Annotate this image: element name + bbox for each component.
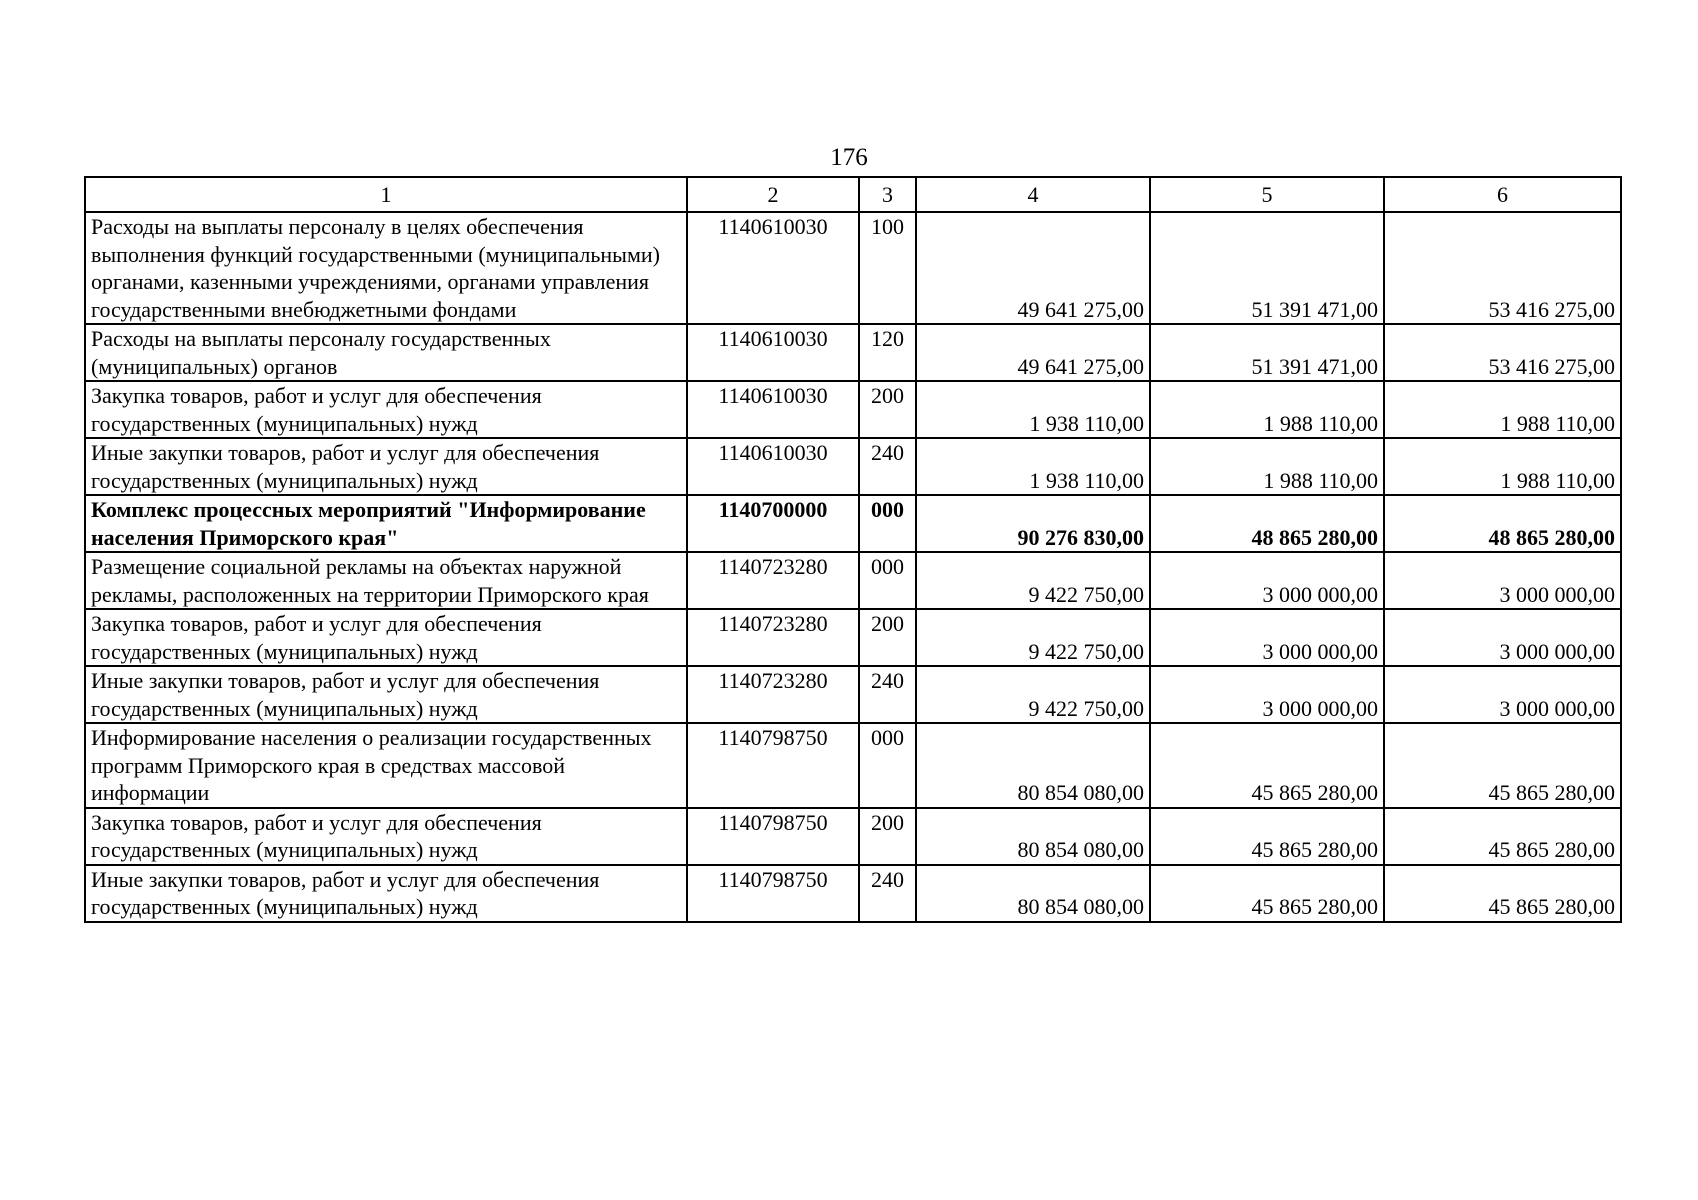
row-code: 1140610030 <box>687 438 859 495</box>
page-number: 176 <box>830 144 868 171</box>
row-amount-col6: 45 865 280,00 <box>1384 808 1621 865</box>
row-name: Расходы на выплаты персоналу государственных (муниципальных) органов <box>85 324 687 381</box>
row-amount-col6: 1 988 110,00 <box>1384 381 1621 438</box>
row-code: 1140798750 <box>687 808 859 865</box>
row-amount-col6: 3 000 000,00 <box>1384 666 1621 723</box>
table-row-section <box>85 495 1621 552</box>
table-row <box>85 865 1621 922</box>
row-amount-col4: 80 854 080,00 <box>916 865 1150 922</box>
row-amount-col6: 1 988 110,00 <box>1384 438 1621 495</box>
row-amount-col6: 48 865 280,00 <box>1384 495 1621 552</box>
row-amount-col5: 51 391 471,00 <box>1150 324 1384 381</box>
row-code: 1140723280 <box>687 609 859 666</box>
row-amount-col5: 45 865 280,00 <box>1150 808 1384 865</box>
row-expense-type: 100 <box>859 212 916 324</box>
row-name: Расходы на выплаты персоналу в целях обеспечения выполнения функций государственными (муниципальными) органами, казенными учреждениями, органами управления государственными внебюджетными фондами <box>85 212 687 324</box>
row-expense-type: 200 <box>859 808 916 865</box>
row-code: 1140610030 <box>687 381 859 438</box>
budget-table <box>84 176 1622 923</box>
header-cell-year3: 6 <box>1384 177 1621 212</box>
row-expense-type: 240 <box>859 865 916 922</box>
table-body <box>85 212 1621 922</box>
row-amount-col5: 3 000 000,00 <box>1150 609 1384 666</box>
row-expense-type: 200 <box>859 381 916 438</box>
row-amount-col4: 9 422 750,00 <box>916 609 1150 666</box>
table-row <box>85 324 1621 381</box>
header-cell-type: 3 <box>859 177 916 212</box>
row-amount-col4: 1 938 110,00 <box>916 438 1150 495</box>
row-name: Информирование населения о реализации государственных программ Приморского края в средствах массовой информации <box>85 723 687 808</box>
row-name: Закупка товаров, работ и услуг для обеспечения государственных (муниципальных) нужд <box>85 609 687 666</box>
row-amount-col6: 3 000 000,00 <box>1384 609 1621 666</box>
table-header <box>85 177 1621 212</box>
row-amount-col5: 45 865 280,00 <box>1150 723 1384 808</box>
table-row <box>85 666 1621 723</box>
row-amount-col6: 45 865 280,00 <box>1384 723 1621 808</box>
row-code: 1140700000 <box>687 495 859 552</box>
row-name: Закупка товаров, работ и услуг для обеспечения государственных (муниципальных) нужд <box>85 808 687 865</box>
row-amount-col4: 80 854 080,00 <box>916 808 1150 865</box>
row-expense-type: 000 <box>859 552 916 609</box>
row-name: Иные закупки товаров, работ и услуг для обеспечения государственных (муниципальных) нужд <box>85 666 687 723</box>
row-amount-col4: 80 854 080,00 <box>916 723 1150 808</box>
row-expense-type: 240 <box>859 666 916 723</box>
row-expense-type: 240 <box>859 438 916 495</box>
table-row <box>85 609 1621 666</box>
row-name: Закупка товаров, работ и услуг для обеспечения государственных (муниципальных) нужд <box>85 381 687 438</box>
row-amount-col6: 45 865 280,00 <box>1384 865 1621 922</box>
table-row <box>85 808 1621 865</box>
row-amount-col4: 9 422 750,00 <box>916 552 1150 609</box>
row-code: 1140723280 <box>687 552 859 609</box>
row-expense-type: 000 <box>859 723 916 808</box>
row-amount-col5: 51 391 471,00 <box>1150 212 1384 324</box>
row-amount-col6: 3 000 000,00 <box>1384 552 1621 609</box>
row-amount-col6: 53 416 275,00 <box>1384 212 1621 324</box>
row-name: Иные закупки товаров, работ и услуг для обеспечения государственных (муниципальных) нужд <box>85 865 687 922</box>
row-amount-col5: 3 000 000,00 <box>1150 552 1384 609</box>
row-expense-type: 120 <box>859 324 916 381</box>
row-name: Иные закупки товаров, работ и услуг для обеспечения государственных (муниципальных) нужд <box>85 438 687 495</box>
row-amount-col4: 49 641 275,00 <box>916 324 1150 381</box>
table-row <box>85 212 1621 324</box>
header-cell-year1: 4 <box>916 177 1150 212</box>
header-row <box>85 177 1621 212</box>
row-amount-col4: 90 276 830,00 <box>916 495 1150 552</box>
table-row <box>85 552 1621 609</box>
row-amount-col5: 45 865 280,00 <box>1150 865 1384 922</box>
row-code: 1140798750 <box>687 723 859 808</box>
row-name: Размещение социальной рекламы на объектах наружной рекламы, расположенных на территории Приморского края <box>85 552 687 609</box>
row-name: Комплекс процессных мероприятий "Информирование населения Приморского края" <box>85 495 687 552</box>
row-code: 1140723280 <box>687 666 859 723</box>
table-row <box>85 723 1621 808</box>
row-expense-type: 000 <box>859 495 916 552</box>
row-amount-col5: 1 988 110,00 <box>1150 381 1384 438</box>
row-amount-col5: 48 865 280,00 <box>1150 495 1384 552</box>
row-amount-col4: 49 641 275,00 <box>916 212 1150 324</box>
row-amount-col4: 1 938 110,00 <box>916 381 1150 438</box>
header-cell-code: 2 <box>687 177 859 212</box>
table-row <box>85 438 1621 495</box>
row-expense-type: 200 <box>859 609 916 666</box>
row-code: 1140798750 <box>687 865 859 922</box>
row-code: 1140610030 <box>687 212 859 324</box>
header-cell-year2: 5 <box>1150 177 1384 212</box>
row-amount-col5: 1 988 110,00 <box>1150 438 1384 495</box>
row-amount-col4: 9 422 750,00 <box>916 666 1150 723</box>
table-row <box>85 381 1621 438</box>
row-amount-col5: 3 000 000,00 <box>1150 666 1384 723</box>
row-code: 1140610030 <box>687 324 859 381</box>
row-amount-col6: 53 416 275,00 <box>1384 324 1621 381</box>
header-cell-name: 1 <box>85 177 687 212</box>
